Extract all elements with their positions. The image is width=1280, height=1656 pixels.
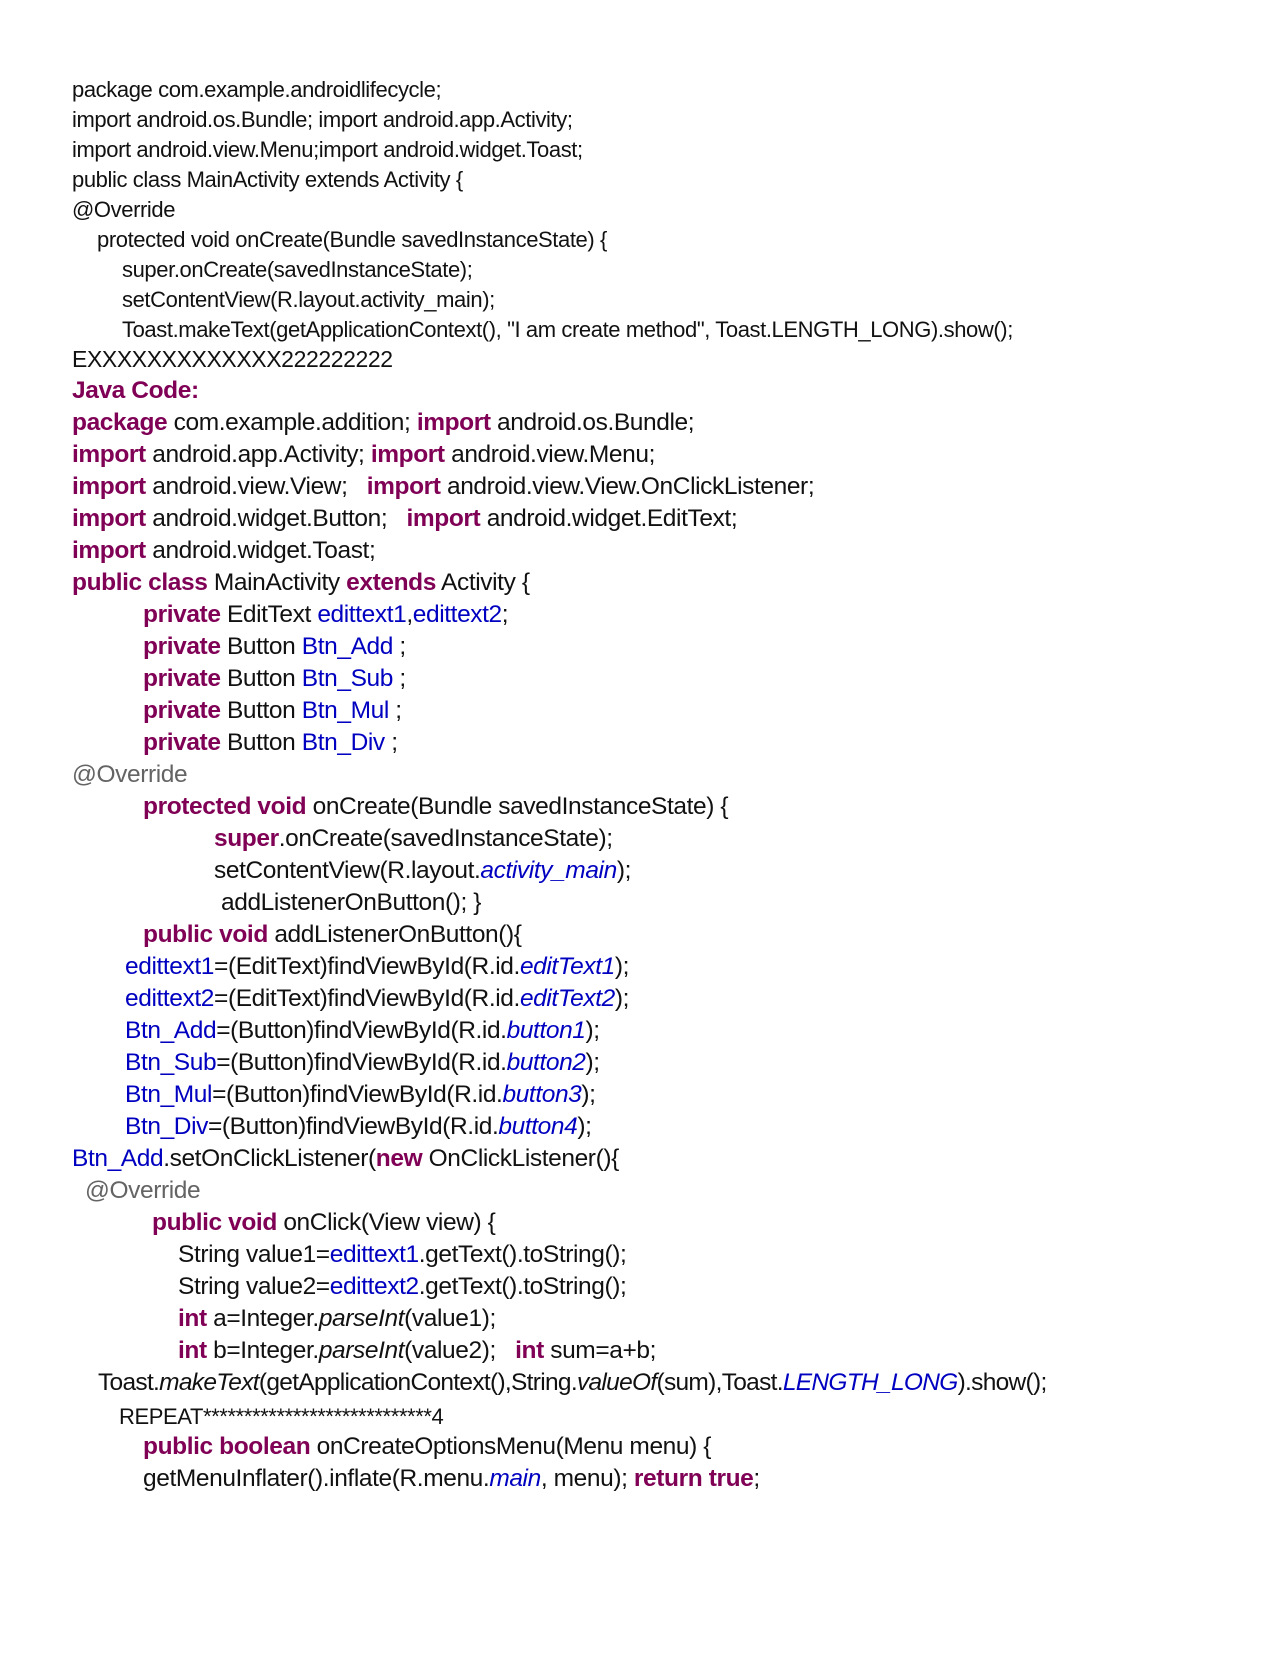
- code-line: [72, 137, 583, 163]
- code-token: LENGTH_LONG: [782, 1369, 958, 1396]
- separator-line: [72, 346, 393, 373]
- code-line: [143, 697, 402, 725]
- code-token: =(EditText)findViewById(R.id.: [214, 985, 520, 1012]
- code-token: int: [515, 1337, 544, 1364]
- code-token: edittext2: [125, 985, 215, 1012]
- code-token: ).show();: [957, 1369, 1047, 1396]
- code-token: protected void onCreate(Bundle savedInstanceState) {: [97, 227, 607, 252]
- code-token: OnClickListener(){: [422, 1145, 619, 1172]
- code-token: Btn_Add: [72, 1145, 164, 1172]
- code-token: valueOf: [576, 1369, 657, 1396]
- code-token: );: [585, 1017, 600, 1044]
- code-token: ;: [501, 601, 509, 628]
- code-token: Button: [220, 633, 302, 660]
- code-token: int: [178, 1337, 207, 1364]
- code-line: [143, 729, 398, 757]
- code-line: [98, 1369, 1047, 1397]
- code-line: [72, 107, 573, 133]
- code-token: super: [214, 825, 279, 852]
- code-token: android.widget.Toast;: [145, 537, 376, 564]
- code-token: @Override: [72, 197, 176, 222]
- code-token: return true: [633, 1465, 754, 1492]
- code-token: Btn_Add: [125, 1017, 217, 1044]
- code-token: import: [370, 441, 445, 468]
- code-token: Button: [220, 665, 302, 692]
- code-token: Btn_Div: [125, 1113, 208, 1140]
- code-token: sum=a+b;: [543, 1337, 656, 1364]
- code-line: [72, 473, 814, 501]
- code-token: =(Button)findViewById(R.id.: [216, 1017, 507, 1044]
- code-token: );: [616, 857, 631, 884]
- code-token: edittext2: [412, 601, 502, 628]
- code-token: package: [72, 409, 168, 436]
- code-token: =(Button)findViewById(R.id.: [208, 1113, 499, 1140]
- code-token: com.example.addition;: [167, 409, 417, 436]
- code-token: addListenerOnButton(){: [267, 921, 522, 948]
- code-token: @Override: [85, 1177, 201, 1204]
- code-token: (getApplicationContext(),String.: [258, 1369, 577, 1396]
- code-token: edittext1: [329, 1241, 419, 1268]
- code-token: REPEAT****************************4: [119, 1404, 444, 1429]
- code-line: [122, 287, 495, 313]
- code-token: button1: [506, 1017, 586, 1044]
- code-token: parseInt: [318, 1337, 405, 1364]
- code-token: int: [178, 1305, 207, 1332]
- code-token: new: [375, 1145, 423, 1172]
- code-token: ,: [406, 601, 413, 628]
- code-token: button4: [498, 1113, 578, 1140]
- code-token: import android.view.Menu;import android.widget.Toast;: [72, 137, 583, 162]
- code-token: import: [406, 505, 481, 532]
- code-token: import android.os.Bundle; import android.app.Activity;: [72, 107, 573, 132]
- code-token: =(EditText)findViewById(R.id.: [214, 953, 520, 980]
- code-token: Activity {: [435, 569, 530, 596]
- code-token: editText1: [519, 953, 615, 980]
- code-line: [143, 601, 508, 629]
- code-line: [143, 633, 406, 661]
- code-token: EditText: [220, 601, 318, 628]
- code-line: [122, 257, 472, 283]
- code-token: Btn_Sub: [125, 1049, 217, 1076]
- code-token: parseInt: [318, 1305, 405, 1332]
- code-token: , menu);: [540, 1465, 634, 1492]
- code-line: [178, 1241, 626, 1269]
- code-token: import: [416, 409, 491, 436]
- code-token: private: [143, 729, 221, 756]
- code-token: Button: [220, 697, 302, 724]
- section-heading: [72, 377, 199, 405]
- code-line: [85, 1177, 200, 1205]
- code-line: [72, 441, 655, 469]
- code-token: public void: [152, 1209, 277, 1236]
- code-token: public class MainActivity extends Activity {: [72, 167, 463, 192]
- code-token: android.view.Menu;: [444, 441, 656, 468]
- code-line: [143, 1433, 711, 1461]
- code-line: [143, 921, 522, 949]
- code-token: button2: [506, 1049, 586, 1076]
- code-token: super.onCreate(savedInstanceState);: [122, 257, 473, 282]
- code-line: [214, 857, 631, 885]
- code-token: .getText().toString();: [418, 1241, 627, 1268]
- code-token: );: [577, 1113, 592, 1140]
- code-token: import: [72, 473, 146, 500]
- code-token: private: [143, 697, 221, 724]
- code-token: String value1=: [178, 1241, 330, 1268]
- code-token: android.widget.EditText;: [480, 505, 738, 532]
- code-token: Button: [220, 729, 302, 756]
- code-line: [143, 793, 728, 821]
- code-line: [125, 1017, 600, 1045]
- code-token: android.view.View.OnClickListener;: [440, 473, 815, 500]
- code-line: [72, 569, 530, 597]
- code-token: =(Button)findViewById(R.id.: [212, 1081, 503, 1108]
- code-token: edittext2: [329, 1273, 419, 1300]
- code-token: android.view.View;: [145, 473, 367, 500]
- code-line: [125, 1049, 600, 1077]
- code-token: setContentView(R.layout.: [214, 857, 481, 884]
- code-token: package com.example.androidlifecycle;: [72, 77, 442, 102]
- code-token: public boolean: [143, 1433, 311, 1460]
- code-token: @Override: [72, 761, 188, 788]
- code-line: [214, 825, 613, 853]
- code-token: (value1);: [404, 1305, 496, 1332]
- code-token: extends: [346, 569, 436, 596]
- code-line: [72, 1145, 619, 1173]
- code-line: [72, 197, 175, 223]
- code-token: activity_main: [480, 857, 617, 884]
- code-token: import: [72, 441, 146, 468]
- code-token: =(Button)findViewById(R.id.: [216, 1049, 507, 1076]
- code-token: Btn_Mul: [301, 697, 389, 724]
- code-line: [72, 409, 694, 437]
- code-line: [178, 1273, 626, 1301]
- code-token: ;: [393, 633, 406, 660]
- code-token: editText2: [519, 985, 615, 1012]
- code-token: a=Integer.: [206, 1305, 319, 1332]
- code-token: .onCreate(savedInstanceState);: [278, 825, 613, 852]
- code-token: (sum),Toast.: [656, 1369, 783, 1396]
- code-token: Btn_Sub: [301, 665, 393, 692]
- code-token: MainActivity: [207, 569, 347, 596]
- code-token: edittext1: [317, 601, 407, 628]
- code-token: Toast.: [98, 1369, 160, 1396]
- code-token: android.os.Bundle;: [490, 409, 695, 436]
- code-token: Toast.makeText(getApplicationContext(), "I am create method", Toast.LENGTH_LONG).show();: [122, 317, 1013, 342]
- code-line: [125, 985, 629, 1013]
- code-token: public class: [72, 569, 208, 596]
- separator-line: [119, 1404, 443, 1430]
- code-token: .setOnClickListener(: [163, 1145, 376, 1172]
- code-token: .getText().toString();: [418, 1273, 627, 1300]
- code-token: android.app.Activity;: [145, 441, 371, 468]
- code-token: );: [614, 953, 630, 980]
- code-token: b=Integer.: [206, 1337, 319, 1364]
- code-line: [97, 227, 607, 253]
- code-token: protected void: [143, 793, 307, 820]
- code-token: (value2);: [404, 1337, 516, 1364]
- code-line: [72, 761, 187, 789]
- code-token: EXXXXXXXXXXXXX222222222: [72, 346, 393, 372]
- code-line: [72, 505, 737, 533]
- code-token: Btn_Add: [301, 633, 393, 660]
- code-token: ;: [393, 665, 406, 692]
- code-token: String value2=: [178, 1273, 330, 1300]
- code-token: android.widget.Button;: [145, 505, 407, 532]
- code-token: Btn_Mul: [125, 1081, 213, 1108]
- code-token: import: [366, 473, 441, 500]
- code-token: private: [143, 633, 221, 660]
- code-token: ;: [388, 697, 402, 724]
- code-token: private: [143, 665, 221, 692]
- code-token: public void: [143, 921, 268, 948]
- code-line: [72, 77, 441, 103]
- code-line: [143, 1465, 760, 1493]
- code-token: Java Code:: [72, 377, 199, 404]
- code-line: [152, 1209, 495, 1237]
- code-line: [178, 1305, 496, 1333]
- code-line: [125, 1113, 592, 1141]
- code-token: );: [581, 1081, 596, 1108]
- code-token: Btn_Div: [301, 729, 385, 756]
- code-token: getMenuInflater().inflate(R.menu.: [143, 1465, 490, 1492]
- code-line: [143, 665, 406, 693]
- code-token: onCreateOptionsMenu(Menu menu) {: [310, 1433, 712, 1460]
- code-token: ;: [753, 1465, 760, 1492]
- code-token: ;: [384, 729, 398, 756]
- code-line: [122, 317, 1013, 343]
- code-line: [125, 953, 629, 981]
- code-token: addListenerOnButton(); }: [221, 889, 482, 916]
- code-token: onClick(View view) {: [276, 1209, 496, 1236]
- code-token: );: [585, 1049, 600, 1076]
- code-token: import: [72, 505, 146, 532]
- code-line: [72, 537, 375, 565]
- code-token: edittext1: [125, 953, 215, 980]
- code-line: [221, 889, 481, 917]
- code-line: [178, 1337, 656, 1365]
- code-token: makeText: [159, 1369, 259, 1396]
- code-line: [72, 167, 463, 193]
- code-line: [125, 1081, 596, 1109]
- code-token: );: [614, 985, 630, 1012]
- code-token: import: [72, 537, 146, 564]
- code-token: onCreate(Bundle savedInstanceState) {: [306, 793, 729, 820]
- code-token: button3: [502, 1081, 582, 1108]
- code-token: setContentView(R.layout.activity_main);: [122, 287, 495, 312]
- code-token: private: [143, 601, 221, 628]
- code-token: main: [489, 1465, 541, 1492]
